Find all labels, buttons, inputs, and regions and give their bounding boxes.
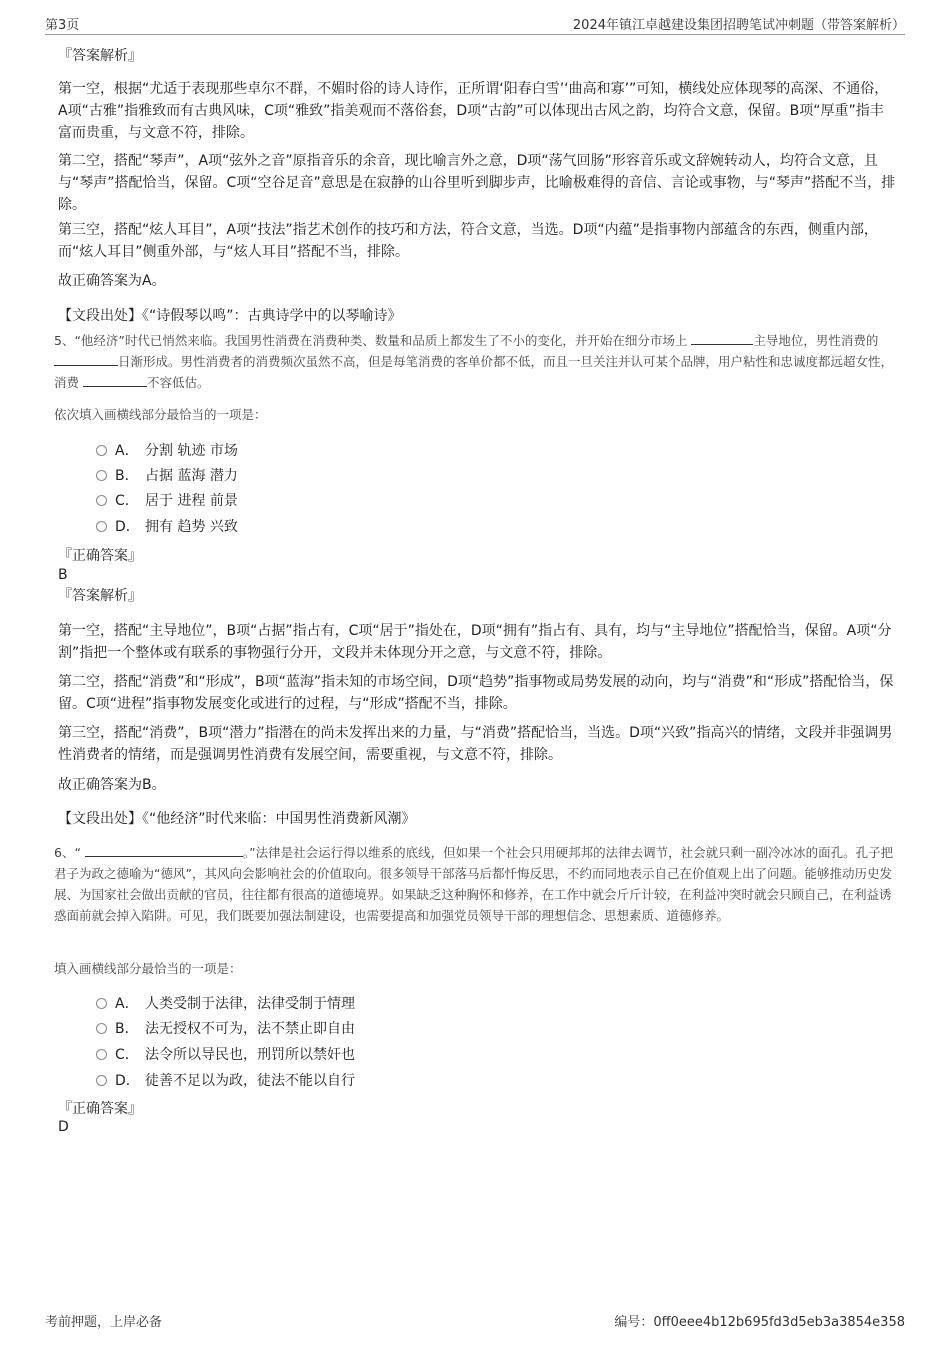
q5-answer-block [58, 565, 896, 585]
q4-analysis-p1 [58, 78, 896, 144]
radio-button-icon[interactable] [96, 998, 107, 1009]
document-id: 编号：0ff0eee4b12b695fd3d5eb3a3854e358 [614, 1315, 905, 1330]
question-stem: 6、“ 。”法律是社会运行得以维系的底线，但如果一个社会只用硬邦邦的法律去调节，社会就只剩一副冷冰冰的面孔。孔子把君子为政之德喻为“德风”，其风向会影响社会的价值取向。很多领导干部落马后都忏悔反思，不约而同地表示自己在价值观上出了问题。能够推动历史发展、为国家社会做出贡献的官员，往往都有很高的道德境界。如果缺乏这种胸怀和修养，在工作中就会斤斤计较，在利益冲突时就会只顾自己，在利益诱惑面前就会掉入陷阱。可见，我们既要加强法制建设，也需要提高和加强党员领导干部的理想信念、思想素质、道德修养。 [54, 845, 894, 923]
q5-option-d[interactable]: D． 拥有 趋势 兴致 [96, 517, 238, 537]
radio-button-icon[interactable] [96, 1075, 107, 1086]
q5-option-b[interactable]: B． 占据 蓝海 潜力 [96, 466, 238, 486]
source-text: 【文段出处】《“他经济”时代来临：中国男性消费新风潮》 [58, 811, 416, 827]
conclusion-text: 故正确答案为A。 [58, 273, 166, 289]
q5-stem [54, 330, 898, 393]
q5-analysis-p2 [58, 671, 896, 715]
answer-label: 『正确答案』 [58, 1101, 142, 1117]
answer-label: 『正确答案』 [58, 548, 142, 564]
footer-slogan: 考前押题，上岸必备 [45, 1315, 163, 1330]
answer-blank [83, 374, 147, 387]
answer-value: D [58, 1119, 69, 1135]
conclusion-text: 故正确答案为B。 [58, 777, 166, 793]
q5-answer-label-block [58, 546, 896, 566]
q6-option-c[interactable]: C． 法令所以导民也，刑罚所以禁奸也 [96, 1045, 355, 1065]
source-text: 【文段出处】《“诗假琴以鸣”：古典诗学中的以琴喻诗》 [58, 308, 402, 324]
radio-button-icon[interactable] [96, 445, 107, 456]
page-header [45, 14, 905, 34]
q5-conclusion [58, 774, 896, 796]
paragraph: 第三空，搭配“炫人耳目”，A项“技法”指艺术创作的技巧和方法，符合文意，当选。D项“内蕴”是指事物内部蕴含的东西，侧重内部，而“炫人耳目”侧重外部，与“炫人耳目”搭配不当，排除。 [58, 222, 878, 260]
paragraph: 第二空，搭配“琴声”，A项“弦外之音”原指音乐的余音，现比喻言外之意，D项“荡气回肠”形容音乐或文辞婉转动人，均符合文意，且与“琴声”搭配恰当，保留。C项“空谷足音”意思是在寂静的山谷里听到脚步声，比喻极难得的音信、言论或事物，与“琴声”搭配不当，排除。 [58, 153, 896, 213]
analysis-label: 『答案解析』 [58, 588, 142, 604]
answer-blank [54, 353, 118, 366]
radio-button-icon[interactable] [96, 1023, 107, 1034]
q5-option-a[interactable]: A． 分割 轨迹 市场 [96, 441, 238, 461]
header-divider [45, 34, 905, 35]
q5-option-c[interactable]: C． 居于 进程 前景 [96, 491, 238, 511]
q6-option-a[interactable]: A． 人类受制于法律，法律受制于情理 [96, 994, 355, 1014]
q4-analysis-label-block [58, 46, 896, 66]
q4-analysis-p3 [58, 219, 896, 263]
q6-answer-block [58, 1117, 896, 1137]
paragraph: 第二空，搭配“消费”和“形成”，B项“蓝海”指未知的市场空间，D项“趋势”指事物或局势发展的动向，均与“消费”和“形成”搭配恰当，保留。C项“进程”指事物发展变化或进行的过程，与“形成”搭配不当，排除。 [58, 674, 894, 712]
radio-button-icon[interactable] [96, 1049, 107, 1060]
radio-button-icon[interactable] [96, 521, 107, 532]
question-prompt: 依次填入画横线部分最恰当的一项是： [54, 407, 267, 422]
q6-answer-label-block [58, 1099, 896, 1119]
q6-option-d[interactable]: D． 徒善不足以为政，徒法不能以自行 [96, 1071, 355, 1091]
q5-prompt [54, 404, 892, 425]
page-number: 第3页 [45, 18, 80, 33]
q5-analysis-p1 [58, 620, 896, 664]
question-stem: 5、“他经济”时代已悄然来临。我国男性消费在消费种类、数量和品质上都发生了不小的变化，并开始在细分市场上 主导地位，男性消费的 日渐形成。男性消费者的消费频次虽然不高，但是每笔消费的客单价都不低，而且一旦关注并认可某个品牌，用户粘性和忠诚度都远超女性，消费 不容低估。 [54, 333, 894, 390]
q6-option-b[interactable]: B． 法无授权不可为，法不禁止即自由 [96, 1019, 355, 1039]
paragraph: 第三空，搭配“消费”，B项“潜力”指潜在的尚未发挥出来的力量，与“消费”搭配恰当，当选。D项“兴致”指高兴的情绪，文段并非强调男性消费者的情绪，而是强调男性消费有发展空间，需要重视，与文意不符，排除。 [58, 725, 893, 763]
radio-button-icon[interactable] [96, 470, 107, 481]
question-prompt: 填入画横线部分最恰当的一项是： [54, 961, 242, 976]
q5-analysis-label-block [58, 586, 896, 606]
document-title: 2024年镇江卓越建设集团招聘笔试冲刺题（带答案解析） [572, 18, 905, 33]
q4-source [58, 306, 896, 326]
answer-blank [85, 844, 243, 857]
q5-analysis-p3 [58, 722, 896, 766]
q5-source [58, 809, 896, 829]
q6-prompt [54, 958, 892, 979]
paragraph: 第一空，根据“尤适于表现那些卓尔不群，不媚时俗的诗人诗作，正所谓‘阳春白雪’‘曲高和寡’”可知，横线处应体现琴的高深、不通俗，A项“古雅”指雅致而有古典风味，C项“雅致”指美观而不落俗套，D项“古韵”可以体现出古风之韵，均符合文意，保留。B项“厚重”指丰富而贵重，与文意不符，排除。 [58, 81, 889, 141]
page-footer [45, 1311, 905, 1331]
answer-blank [691, 332, 753, 345]
q4-analysis-label: 『答案解析』 [58, 48, 142, 64]
paragraph: 第一空，搭配“主导地位”，B项“占据”指占有，C项“居于”指处在，D项“拥有”指占有、具有，均与“主导地位”搭配恰当，保留。A项“分割”指把一个整体或有联系的事物强行分开，文段并未体现分开之意，与文意不符，排除。 [58, 623, 892, 661]
q4-conclusion [58, 270, 896, 292]
answer-value: B [58, 567, 68, 583]
radio-button-icon[interactable] [96, 495, 107, 506]
q6-stem [54, 842, 898, 926]
q4-analysis-p2 [58, 150, 896, 216]
